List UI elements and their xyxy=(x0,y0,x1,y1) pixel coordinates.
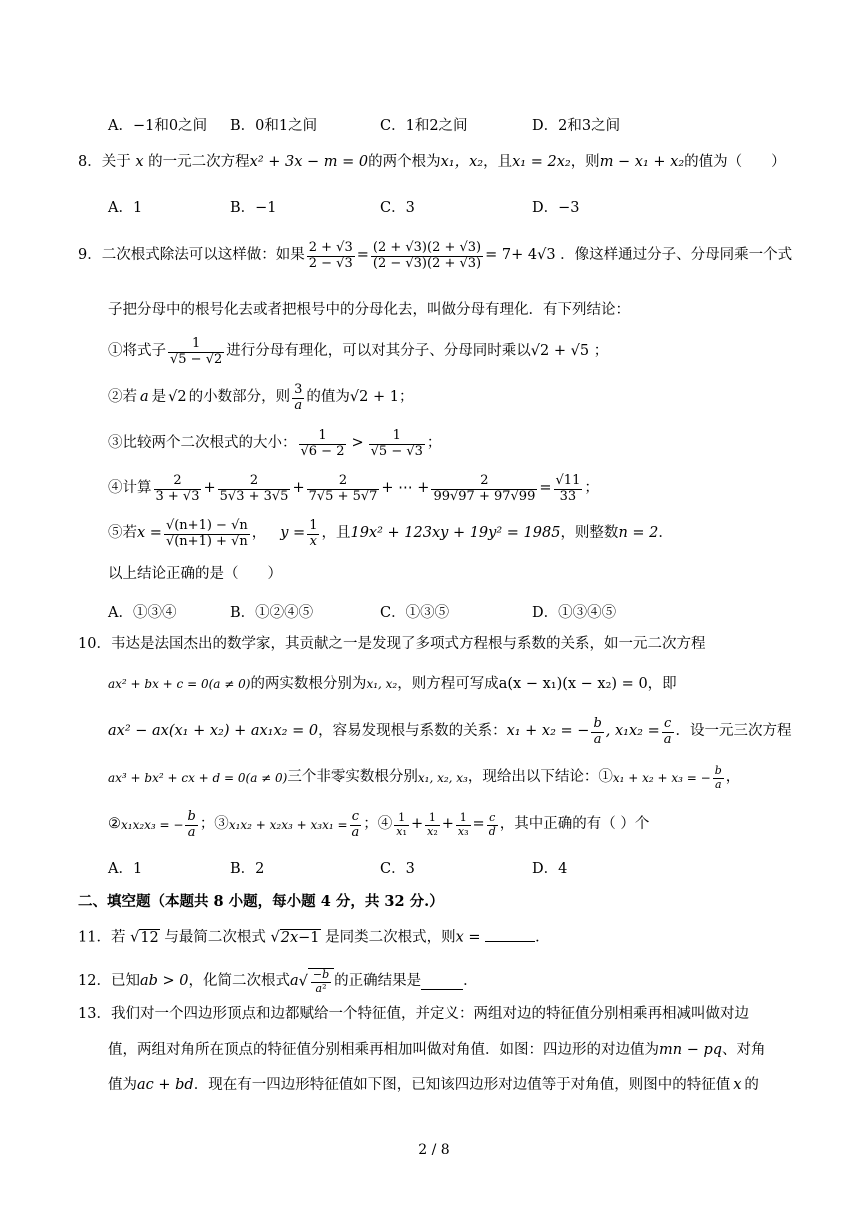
q10-number: 10． xyxy=(78,636,111,652)
q9-option-d: D．①③④⑤ xyxy=(532,605,617,621)
q8-text-4: ，且 xyxy=(483,154,513,170)
q9-s2-text-d: 的值为 xyxy=(306,389,350,406)
q10-l5-recip-3: $\frac{1}{\text{x₃}}$ xyxy=(457,810,469,838)
q8-option-d: D．−3 xyxy=(532,200,580,216)
q10-expanded: ax² − ax(x₁ + x₂) + ax₁x₂ = 0 xyxy=(108,723,319,740)
q10-l2-text-f: ，即 xyxy=(647,676,677,692)
q9-option-a: A．①③④ xyxy=(108,605,177,621)
q8-options xyxy=(108,196,808,216)
q9-s5-text-g: ． xyxy=(658,525,673,542)
q10-quadratic: ax² + bx + c = 0(a ≠ 0) xyxy=(108,677,251,691)
q9-s4-text-a: ④计算 xyxy=(108,480,152,497)
q8-roots: x₁，x₂ xyxy=(440,154,484,170)
q8-text-5: ，则 xyxy=(570,154,600,170)
q10-options xyxy=(108,857,808,877)
q9-s2-fraction: $\frac{3}{a}$ xyxy=(294,381,303,413)
q9-s3-fraction-1: $\frac{1}{√6 - 2}$ xyxy=(300,427,345,459)
q9-fraction-2: $\frac{(2 + √3)(2 + √3)}{(2 - √3)(2 + √3)}$ xyxy=(372,239,482,271)
q10-line-2 xyxy=(108,676,677,693)
q9-s4-result: $\frac{√11}{33}$ xyxy=(555,472,581,504)
page-number: 2 / 8 xyxy=(418,1142,450,1158)
q10-l5-text-c: ；③ xyxy=(199,816,229,833)
q9-s3-text-b: ； xyxy=(426,435,442,452)
q9-s4-term-last: $\frac{2}{99√97 + 97√99}$ xyxy=(433,472,536,504)
q8-text-1: 关于 xyxy=(101,154,131,170)
q9-s1-text-c: √2 + √5 ； xyxy=(530,343,609,360)
q7-options xyxy=(108,114,808,134)
q10-l3-product: , x₁x₂ = xyxy=(605,723,660,740)
q12-text-5: ． xyxy=(463,973,478,990)
q9-conclusion: 以上结论正确的是（ ） xyxy=(108,566,282,582)
q9-s2-text-c: 的小数部分，则 xyxy=(188,389,291,406)
q11-text-2: 与最简二次根式 xyxy=(164,929,266,946)
q12-condition: ab > 0 xyxy=(139,973,189,990)
q9-line-2: 子把分母中的根号化去或者把根号中的分母化去，叫做分母有理化．有下列结论： xyxy=(108,302,630,318)
q10-l5-pair-sum: x₁x₂ + x₂x₃ + x₃x₁ = xyxy=(228,817,348,832)
q10-l2-text-b: 的两实数根分别为 xyxy=(250,676,367,692)
q10-l5-frac-c-d: $\frac{c}{d}$ xyxy=(488,810,496,838)
q10-option-b: B．2 xyxy=(230,861,265,877)
q8-equation: x² + 3x − m = 0 xyxy=(249,154,369,170)
question-10-line-1 xyxy=(78,636,705,653)
q7-option-d: D．2和3之间 xyxy=(532,118,621,134)
q9-s2-text-a: ②若 xyxy=(108,389,137,406)
q13-l3-text-e: 的 xyxy=(744,1077,759,1093)
q10-l3-text-b: ，容易发现根与系数的关系： xyxy=(318,723,507,740)
q13-l2-text-a: 值，两组对角所在顶点的特征值分别相乘再相加叫做对角值．如图：四边形的对边值为 xyxy=(108,1042,659,1058)
q9-s1-text-a: ①将式子 xyxy=(108,343,166,360)
q8-text-3: 的两个根为 xyxy=(368,154,441,170)
q13-l3-x: x xyxy=(733,1077,742,1093)
q10-option-c: C．3 xyxy=(380,861,415,877)
q10-l5-product: x₁x₂x₃ = − xyxy=(121,817,184,832)
q11-text-5: ． xyxy=(535,929,550,946)
q10-l5-recip-1: $\frac{1}{\text{x₁}}$ xyxy=(396,810,407,838)
q9-options xyxy=(108,601,808,621)
q7-option-c: C．1和2之间 xyxy=(380,118,468,134)
q10-option-d: D．4 xyxy=(532,861,568,877)
q8-text-6: 的值为（ ） xyxy=(684,154,786,170)
q9-number: 9． xyxy=(78,247,102,264)
question-11 xyxy=(78,926,550,947)
q9-s5-equation: 19x² + 123xy + 19y² = 1985 xyxy=(350,525,561,542)
q9-s2-var-a: a xyxy=(140,389,149,406)
q10-l3-frac-c-a: $\frac{c}{a}$ xyxy=(663,715,672,747)
q9-s2-sqrt2: √2 xyxy=(168,389,187,406)
q9-s5-n: n = 2 xyxy=(618,525,659,542)
q9-statement-5: ⑤若 x = $\frac{√(n+1) - √n}{√(n+1) + √n}$ ， y = $\frac{1}{x}$ ，且 19x² + 123xy + 19y² = 1985 ，则整数 n = 2 ． xyxy=(108,517,673,549)
q9-s4-term-3: $\frac{2}{7√5 + 5√7}$ xyxy=(308,472,378,504)
q8-expression: m − x₁ + x₂ xyxy=(599,154,685,170)
q10-l4-text-f: ， xyxy=(725,769,741,786)
q9-statement-2 xyxy=(108,380,413,416)
q9-fraction-1: $\frac{2 + √3}{2 - √3}$ xyxy=(308,239,353,271)
q10-l5-text-f: ，其中正确的有（ ）个 xyxy=(499,816,650,833)
q8-option-c: C．3 xyxy=(380,200,415,216)
q10-l5-text-e: ；④ xyxy=(363,816,393,833)
q12-radical: √ $\frac{-b}{\text{a²}}$ xyxy=(299,968,335,995)
q9-s2-text-e: √2 + 1； xyxy=(349,389,414,406)
q10-l3-frac-b-a: $\frac{b}{a}$ xyxy=(593,715,602,747)
q12-text-1: 已知 xyxy=(110,973,140,990)
q10-l5-text-a: ② xyxy=(108,816,121,833)
q9-s5-fraction-x: $\frac{√(n+1) - √n}{√(n+1) + √n}$ xyxy=(165,517,248,549)
q10-l4-text-d: ，现给出以下结论：① xyxy=(467,769,613,786)
q9-s4-text-c: = xyxy=(539,480,552,497)
q13-l3-text-c: ．现在有一四边形特征值如下图，已知该四边形对边值等于对角值，则图中的特征值 xyxy=(193,1077,731,1093)
q8-condition: x₁ = 2x₂ xyxy=(512,154,571,170)
section-2-title: 二、填空题（本题共 8 小题，每小题 4 分，共 32 分.） xyxy=(78,893,444,910)
q11-text-3: 是同类二次根式，则 xyxy=(325,929,456,946)
q10-l3-text-e: ．设一元三次方程 xyxy=(675,723,792,740)
q10-l4-roots: x₁, x₂, x₃ xyxy=(417,770,468,785)
q9-s5-x: x xyxy=(137,525,146,542)
q9-text-2: = 7+ 4√3 ．像这样通过分子、分母同乘一个式 xyxy=(485,247,793,264)
q10-l5-frac-2: $\frac{c}{a}$ xyxy=(351,808,360,840)
q11-sqrt-2x-1: √2x−1 xyxy=(270,929,320,946)
q8-option-b: B．−1 xyxy=(230,200,277,216)
q13-l2-edge-value: mn − pq xyxy=(659,1042,723,1058)
q9-s4-term-2: $\frac{2}{5√3 + 3√5}$ xyxy=(219,472,289,504)
q10-line-5: ② x₁x₂x₃ = − $\frac{b}{a}$ ；③ x₁x₂ + x₂x₃ + x₃x₁ = $\frac{c}{a}$ ；④ $\frac{1}{\text{x₁}}$ + $\frac{1}{\text{x₂}}$ + $\frac{1}{\text{x₃}}$ = $\frac{c}{d}$ ，其中正确的有（ ）个 xyxy=(108,808,650,840)
q9-s3-fraction-2: $\frac{1}{√5 - √3}$ xyxy=(370,427,423,459)
q13-line-2 xyxy=(108,1042,766,1059)
q9-statement-4: ④计算 $\frac{2}{3 + √3}$ + $\frac{2}{5√3 + 3√5}$ + $\frac{2}{7√5 + 5√7}$ + ⋯ + $\frac{2}{99√97 + 97√99}$ = $\frac{√11}{33}$ ； xyxy=(108,472,599,504)
q8-text-2: 的一元二次方程 xyxy=(148,154,250,170)
q13-number: 13． xyxy=(78,1006,111,1022)
q10-l2-text-d: ，则方程可写成 xyxy=(397,676,499,692)
q9-text-1: 二次根式除法可以这样做：如果 xyxy=(101,247,305,264)
q12-number: 12． xyxy=(78,973,111,990)
question-8 xyxy=(78,154,786,171)
q10-option-a: A．1 xyxy=(108,861,143,877)
q13-line1-text: 我们对一个四边形顶点和边都赋给一个特征值，并定义：两组对边的特征值分别相乘再相减叫做对边 xyxy=(110,1006,749,1022)
q9-option-b: B．①②④⑤ xyxy=(230,605,314,621)
q13-line-3 xyxy=(108,1077,759,1094)
q8-number: 8． xyxy=(78,154,102,170)
q9-s4-text-d: ； xyxy=(584,480,599,497)
q9-s2-text-b: 是 xyxy=(151,389,167,406)
q10-l5-recip-2: $\frac{1}{\text{x₂}}$ xyxy=(427,810,438,838)
q10-cubic: ax³ + bx² + cx + d = 0(a ≠ 0) xyxy=(108,770,288,785)
q10-l2-factored: a(x − x₁)(x − x₂) = 0 xyxy=(498,676,648,692)
q8-var-x: x xyxy=(135,154,144,170)
q9-s1-text-b: 进行分母有理化，可以对其分子、分母同时乘以 xyxy=(226,343,531,360)
q12-text-4: 的正确结果是 xyxy=(334,973,422,990)
q9-statement-1 xyxy=(108,332,608,372)
q11-sqrt12: √12 xyxy=(130,929,159,946)
q9-s3-text-a: ③比较两个二次根式的大小： xyxy=(108,435,297,452)
question-12: 12． 已知 ab > 0 ，化简二次根式 a √ $\frac{-b}{\text{a²}}$ 的正确结果是 ． xyxy=(78,968,478,995)
question-9-line-1: 9． 二次根式除法可以这样做：如果 $\frac{2 + √3}{2 - √3}$ = $\frac{(2 + √3)(2 + √3)}{(2 - √3)(2 + √3)}$ = 7+ 4√3 ．像这样通过分子、分母同乘一个式 xyxy=(78,239,793,271)
q10-l3-sum: x₁ + x₂ = − xyxy=(506,723,590,740)
q10-l4-text-b: 三个非零实数根分别 xyxy=(287,769,418,786)
q12-text-3: ，化简二次根式 xyxy=(188,973,290,990)
q10-l4-frac: $\frac{b}{a}$ xyxy=(714,763,722,791)
q11-number: 11． xyxy=(78,929,111,946)
q10-l5-frac-1: $\frac{b}{a}$ xyxy=(187,808,196,840)
q9-s5-text-e: ，则整数 xyxy=(560,525,619,542)
q13-l2-text-c: 、对角 xyxy=(722,1042,766,1058)
q9-statement-3: ③比较两个二次根式的大小： $\frac{1}{√6 - 2}$ > $\frac{1}{√5 - √3}$ ； xyxy=(108,427,442,459)
q10-l4-sum: x₁ + x₂ + x₃ = − xyxy=(612,770,711,785)
q12-answer-blank[interactable] xyxy=(421,974,463,990)
q9-s1-fraction: $\frac{1}{√5 - √2}$ xyxy=(170,335,223,367)
q10-line-3 xyxy=(108,712,792,752)
q9-s5-text-c: ，且 xyxy=(321,525,351,542)
q10-line1-text: 韦达是法国杰出的数学家，其贡献之一是发现了多项式方程根与系数的关系，如一元二次方程 xyxy=(110,636,706,652)
q7-option-b: B．0和1之间 xyxy=(230,118,318,134)
q9-s5-text-a: ⑤若 xyxy=(108,525,137,542)
q11-answer-blank[interactable] xyxy=(485,926,535,942)
q9-s5-fraction-y: $\frac{1}{x}$ xyxy=(309,517,318,549)
q11-x-equals: x = xyxy=(455,929,481,946)
q10-l2-roots: x₁, x₂ xyxy=(366,677,398,691)
q13-l3-angle-value: ac + bd xyxy=(137,1077,194,1093)
q10-line-4 xyxy=(108,760,740,796)
q8-option-a: A．1 xyxy=(108,200,143,216)
q13-l3-text-a: 值为 xyxy=(108,1077,137,1093)
q9-s5-text-b: ， xyxy=(251,525,267,542)
q7-option-a: A．−1和0之间 xyxy=(108,118,208,134)
q11-text-1: 若 xyxy=(110,929,126,946)
q9-s4-text-b: + ⋯ + xyxy=(381,480,430,497)
q9-s4-term-1: $\frac{2}{3 + √3}$ xyxy=(155,472,200,504)
question-13-line-1 xyxy=(78,1006,749,1023)
q9-option-c: C．①③⑤ xyxy=(380,605,450,621)
